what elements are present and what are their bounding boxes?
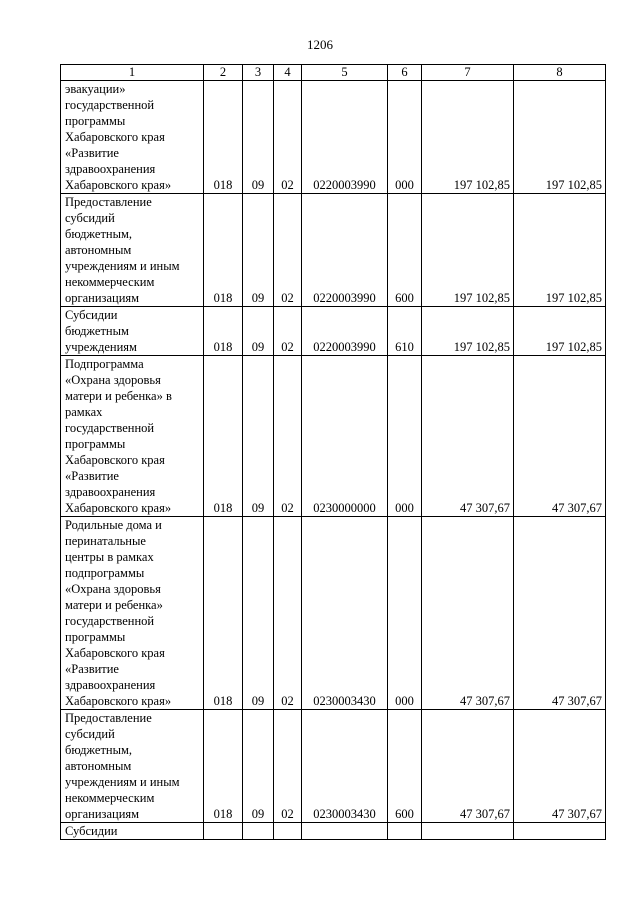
amount-cell: 197 102,85	[422, 81, 514, 194]
description-line: организациям	[65, 807, 140, 821]
description-line: Родильные дома и	[65, 518, 162, 532]
description-line: учреждениям	[65, 340, 137, 354]
code-expense-cell: 600	[388, 194, 422, 307]
header-cell: 6	[388, 65, 422, 81]
empty-cell	[388, 823, 422, 840]
description-line: Предоставление	[65, 195, 152, 209]
code-target-cell: 0220003990	[302, 307, 388, 356]
code-section-cell: 09	[243, 710, 274, 823]
amount-cell: 197 102,85	[514, 81, 606, 194]
description-line: субсидий	[65, 211, 115, 225]
code-subsection-cell: 02	[274, 194, 302, 307]
description-line: Хабаровского края	[65, 130, 165, 144]
code-expense-cell: 610	[388, 307, 422, 356]
amount-cell: 47 307,67	[514, 356, 606, 517]
code-section-cell: 09	[243, 356, 274, 517]
table-row	[61, 517, 606, 710]
header-cell: 7	[422, 65, 514, 81]
code-admin-cell: 018	[204, 356, 243, 517]
amount-cell: 47 307,67	[422, 710, 514, 823]
description-line: Предоставление	[65, 711, 152, 725]
description-line: матери и ребенка»	[65, 598, 163, 612]
description-cell	[61, 194, 204, 307]
description-cell	[61, 710, 204, 823]
code-subsection-cell: 02	[274, 517, 302, 710]
code-expense-cell: 600	[388, 710, 422, 823]
description-line: некоммерческим	[65, 791, 155, 805]
description-line: «Развитие	[65, 146, 119, 160]
amount-cell: 47 307,67	[514, 517, 606, 710]
empty-cell	[274, 823, 302, 840]
table-row	[61, 194, 606, 307]
code-admin-cell: 018	[204, 517, 243, 710]
empty-cell	[302, 823, 388, 840]
description-line: здравоохранения	[65, 678, 156, 692]
header-cell: 4	[274, 65, 302, 81]
description-line: Хабаровского края	[65, 646, 165, 660]
description-line: Хабаровского края	[65, 453, 165, 467]
page-number: 1206	[307, 37, 333, 52]
header-cell: 2	[204, 65, 243, 81]
description-line: организациям	[65, 291, 140, 305]
header-cell: 5	[302, 65, 388, 81]
code-section-cell: 09	[243, 307, 274, 356]
code-target-cell: 0230003430	[302, 517, 388, 710]
table-row	[61, 710, 606, 823]
description-line: эвакуации»	[65, 82, 126, 96]
description-line: некоммерческим	[65, 275, 155, 289]
description-line: здравоохранения	[65, 485, 156, 499]
description-cell	[61, 356, 204, 517]
description-line: государственной	[65, 421, 155, 435]
code-expense-cell: 000	[388, 517, 422, 710]
description-line: программы	[65, 437, 126, 451]
table-row	[61, 356, 606, 517]
description-line: Подпрограмма	[65, 357, 144, 371]
description-line: Субсидии	[65, 308, 118, 322]
code-target-cell: 0220003990	[302, 194, 388, 307]
description-line: бюджетным	[65, 324, 129, 338]
empty-cell	[243, 823, 274, 840]
description-line: автономным	[65, 243, 132, 257]
amount-cell: 197 102,85	[514, 194, 606, 307]
description-line: учреждениям и иным	[65, 259, 180, 273]
code-admin-cell: 018	[204, 81, 243, 194]
code-subsection-cell: 02	[274, 81, 302, 194]
description-line: государственной	[65, 614, 155, 628]
description-line: подпрограммы	[65, 566, 145, 580]
table-row	[61, 823, 606, 840]
description-line: Хабаровского края»	[65, 694, 172, 708]
amount-cell: 197 102,85	[422, 307, 514, 356]
description-line: «Развитие	[65, 469, 119, 483]
code-section-cell: 09	[243, 81, 274, 194]
description-line: рамках	[65, 405, 103, 419]
description-line: автономным	[65, 759, 132, 773]
description-line: учреждениям и иным	[65, 775, 180, 789]
code-target-cell: 0230003430	[302, 710, 388, 823]
description-line: программы	[65, 630, 126, 644]
amount-cell: 197 102,85	[422, 194, 514, 307]
description-cell	[61, 307, 204, 356]
code-subsection-cell: 02	[274, 307, 302, 356]
description-line: государственной	[65, 98, 155, 112]
code-target-cell: 0230000000	[302, 356, 388, 517]
description-line: здравоохранения	[65, 162, 156, 176]
amount-cell: 47 307,67	[422, 517, 514, 710]
amount-cell: 47 307,67	[422, 356, 514, 517]
description-line: программы	[65, 114, 126, 128]
code-section-cell: 09	[243, 194, 274, 307]
description-line: «Охрана здоровья	[65, 373, 161, 387]
description-line: Хабаровского края»	[65, 178, 172, 192]
description-line: матери и ребенка» в	[65, 389, 172, 403]
description-line: перинатальные	[65, 534, 146, 548]
code-admin-cell: 018	[204, 710, 243, 823]
empty-cell	[514, 823, 606, 840]
empty-cell	[422, 823, 514, 840]
amount-cell: 47 307,67	[514, 710, 606, 823]
header-cell: 3	[243, 65, 274, 81]
code-expense-cell: 000	[388, 356, 422, 517]
amount-cell: 197 102,85	[514, 307, 606, 356]
description-line: «Развитие	[65, 662, 119, 676]
empty-cell	[204, 823, 243, 840]
header-cell: 8	[514, 65, 606, 81]
code-subsection-cell: 02	[274, 710, 302, 823]
description-line: «Охрана здоровья	[65, 582, 161, 596]
description-cell	[61, 81, 204, 194]
header-cell: 1	[61, 65, 204, 81]
description-line: бюджетным,	[65, 743, 133, 757]
description-cell: Субсидии	[61, 823, 204, 840]
description-line: бюджетным,	[65, 227, 133, 241]
description-line: субсидий	[65, 727, 115, 741]
description-line: центры в рамках	[65, 550, 154, 564]
description-cell	[61, 517, 204, 710]
code-expense-cell: 000	[388, 81, 422, 194]
budget-table	[60, 64, 606, 840]
code-admin-cell: 018	[204, 307, 243, 356]
code-target-cell: 0220003990	[302, 81, 388, 194]
table-row	[61, 81, 606, 194]
code-section-cell: 09	[243, 517, 274, 710]
description-line: Хабаровского края»	[65, 501, 172, 515]
table-row	[61, 307, 606, 356]
header-row	[61, 65, 606, 81]
code-subsection-cell: 02	[274, 356, 302, 517]
code-admin-cell: 018	[204, 194, 243, 307]
